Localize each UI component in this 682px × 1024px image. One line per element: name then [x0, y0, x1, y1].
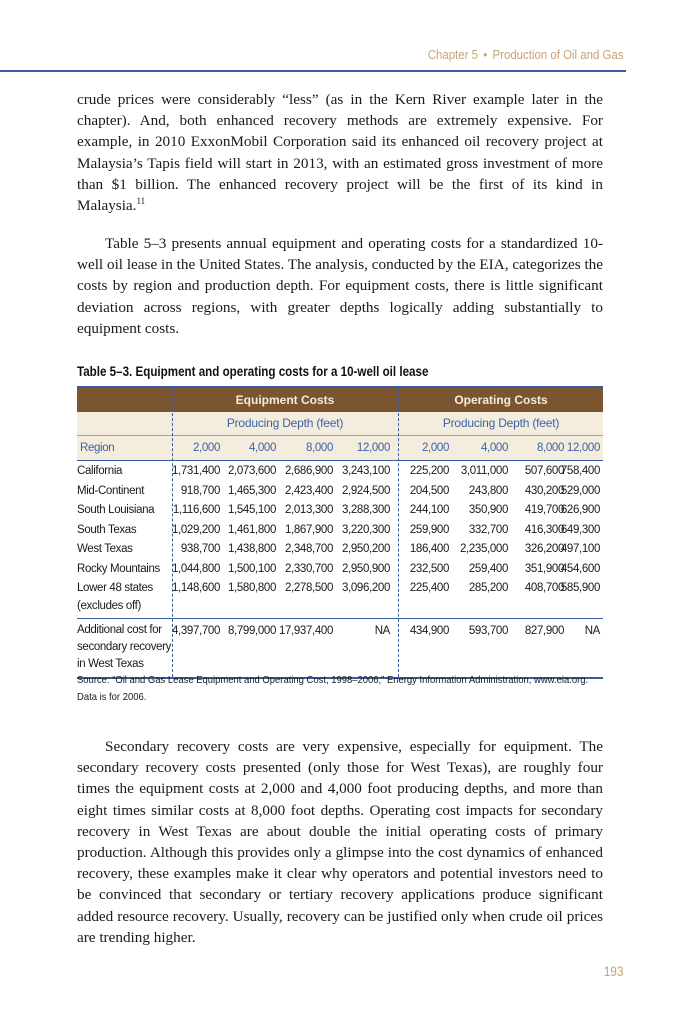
value-cell: 2,348,700 [284, 543, 333, 555]
depth-column-header: 12,000 [356, 442, 390, 454]
value-cell: 4,397,700 [171, 625, 220, 637]
value-cell: 419,700 [524, 504, 564, 516]
value-cell: 3,288,300 [341, 504, 390, 516]
value-cell: 434,900 [409, 625, 449, 637]
group-divider [398, 388, 399, 677]
value-cell: 593,700 [468, 625, 508, 637]
value-cell: NA [374, 625, 390, 637]
paragraph-2: Table 5–3 presents annual equipment and operating costs for a standardized 10-well oil lease in the United States. The analysis, conducted by the EIA, categorizes the costs by region and production depth. For equipment costs, there is little significant deviation across regions, with greater depths logically adding substantially to equipment costs. [77, 235, 603, 337]
value-cell: 3,096,200 [341, 582, 390, 594]
paragraph-1 [77, 89, 603, 216]
chapter-title: Production of Oil and Gas [493, 47, 624, 62]
operating-costs-header: Operating Costs [454, 393, 548, 407]
table-body [77, 462, 603, 677]
region-cell: West Texas [77, 543, 133, 555]
value-cell: 2,686,900 [284, 465, 333, 477]
value-cell: 2,073,600 [227, 465, 276, 477]
table-title: Table 5–3. Equipment and operating costs for a 10-well oil lease [77, 364, 429, 379]
region-column-header: Region [80, 442, 115, 454]
region-cell: South Louisiana [77, 504, 155, 516]
table-row [77, 560, 603, 580]
region-cell: Mid-Continent [77, 484, 145, 497]
value-cell: 1,461,800 [227, 523, 276, 536]
value-cell: 244,100 [409, 504, 449, 516]
value-cell: 259,400 [468, 562, 508, 575]
value-cell: 454,600 [560, 562, 600, 575]
value-cell: 259,900 [409, 523, 449, 536]
value-cell: 350,900 [468, 504, 508, 516]
separator-dot: • [483, 47, 488, 62]
table-row [77, 540, 603, 560]
table-row [77, 579, 603, 618]
value-cell: 2,950,200 [341, 543, 390, 555]
value-cell: 649,300 [560, 523, 600, 536]
value-cell: 186,400 [409, 543, 449, 555]
value-cell: 827,900 [524, 625, 564, 637]
value-cell: 2,924,500 [341, 484, 390, 497]
depth-column-header: 4,000 [248, 442, 276, 454]
equipment-depth-subhead: Producing Depth (feet) [226, 416, 344, 430]
value-cell: 758,400 [560, 465, 600, 477]
value-cell: 1,545,100 [227, 504, 276, 516]
value-cell: 285,200 [468, 582, 508, 594]
value-cell: 1,044,800 [171, 562, 220, 575]
value-cell: 1,438,800 [227, 543, 276, 555]
cost-table [77, 386, 603, 679]
value-cell: 507,600 [524, 465, 564, 477]
operating-depth-subhead: Producing Depth (feet) [442, 416, 560, 430]
table-row [77, 482, 603, 502]
value-cell: 918,700 [180, 484, 220, 497]
group-header-band [77, 388, 603, 412]
paragraph-3: Secondary recovery costs are very expensive, especially for equipment. The secondary recovery costs presented (only those for West Texas), are roughly four times the equipment costs at 2,000 and 4,000 foot producing depths, and more than eight times similar costs at 8,000 foot depths. Operating cost impacts for secondary recovery in West Texas are about double the initial operating costs of primary production. Although this provides only a glimpse into the cost dynamics of enhanced recovery, these examples make it clear why operators and potential investors need to be convinced that secondary or tertiary recovery applications produce significant added resource recovery. Usually, recovery can be justified only when crude oil prices are trending higher. [77, 738, 603, 946]
value-cell: NA [584, 625, 600, 637]
value-cell: 430,200 [524, 484, 564, 497]
value-cell: 2,330,700 [284, 562, 333, 575]
table-row [77, 501, 603, 521]
value-cell: 497,100 [560, 543, 600, 555]
value-cell: 351,900 [524, 562, 564, 575]
value-cell: 626,900 [560, 504, 600, 516]
region-cell: California [77, 465, 123, 477]
table-row [77, 462, 603, 482]
column-header-row [77, 436, 603, 461]
region-divider [172, 388, 173, 677]
value-cell: 938,700 [180, 543, 220, 555]
region-cell: South Texas [77, 523, 137, 536]
value-cell: 408,700 [524, 582, 564, 594]
value-cell: 1,867,900 [284, 523, 333, 536]
equipment-costs-header: Equipment Costs [235, 393, 335, 407]
value-cell: 1,116,600 [172, 504, 220, 516]
value-cell: 225,200 [409, 465, 449, 477]
footnote-marker: 11 [136, 195, 146, 206]
running-head [428, 47, 624, 62]
value-cell: 1,029,200 [171, 523, 220, 536]
value-cell: 232,500 [409, 562, 449, 575]
value-cell: 3,243,100 [341, 465, 390, 477]
depth-column-header: 4,000 [480, 442, 508, 454]
value-cell: 1,731,400 [171, 465, 220, 477]
value-cell: 1,465,300 [227, 484, 276, 497]
paragraph-1-text: crude prices were considerably “less” (as in the Kern River example later in the chapter). And, both enhanced recovery methods are extremely expensive. For example, in 2010 ExxonMobil Corporation said its enhanced oil recovery project at Malaysia’s Tapis field will start in 2013, with an estimated gross investment of more than $1 billion. The enhanced recovery project will be the first of its kind in Malaysia. [77, 91, 603, 215]
value-cell: 17,937,400 [278, 625, 333, 637]
depth-column-header: 12,000 [566, 442, 600, 454]
chapter-label: Chapter 5 [428, 47, 479, 62]
value-cell: 8,799,000 [227, 625, 276, 637]
value-cell: 2,278,500 [284, 582, 333, 594]
value-cell: 1,148,600 [171, 582, 220, 594]
value-cell: 204,500 [409, 484, 449, 497]
value-cell: 1,500,100 [227, 562, 276, 575]
header-rule [0, 70, 626, 72]
value-cell: 1,580,800 [227, 582, 276, 594]
value-cell: 243,800 [468, 484, 508, 497]
depth-column-header: 8,000 [305, 442, 333, 454]
depth-column-header: 2,000 [421, 442, 449, 454]
value-cell: 2,235,000 [459, 543, 508, 555]
value-cell: 2,950,900 [341, 562, 390, 575]
region-cell: Rocky Mountains [77, 562, 160, 575]
value-cell: 2,423,400 [284, 484, 333, 497]
depth-column-header: 2,000 [192, 442, 220, 454]
value-cell: 529,000 [560, 484, 600, 497]
value-cell: 332,700 [468, 523, 508, 536]
region-cell: Additional cost for secondary recovery in West Texas [77, 624, 172, 670]
table-row [77, 618, 603, 677]
value-cell: 416,300 [524, 523, 564, 536]
value-cell: 2,013,300 [284, 504, 333, 516]
value-cell: 3,011,000 [460, 465, 508, 477]
page-number: 193 [604, 964, 624, 979]
depth-subheader [77, 412, 603, 436]
region-cell: Lower 48 states (excludes off) [77, 582, 153, 612]
table-row [77, 521, 603, 541]
depth-column-header: 8,000 [536, 442, 564, 454]
value-cell: 225,400 [409, 582, 449, 594]
table-source-note: Source: “Oil and Gas Lease Equipment and Operating Cost, 1998–2006,” Energy Information Administration, www.eia.org. Data is for 2006. [77, 674, 589, 703]
value-cell: 326,200 [524, 543, 564, 555]
value-cell: 585,900 [560, 582, 600, 594]
value-cell: 3,220,300 [341, 523, 390, 536]
